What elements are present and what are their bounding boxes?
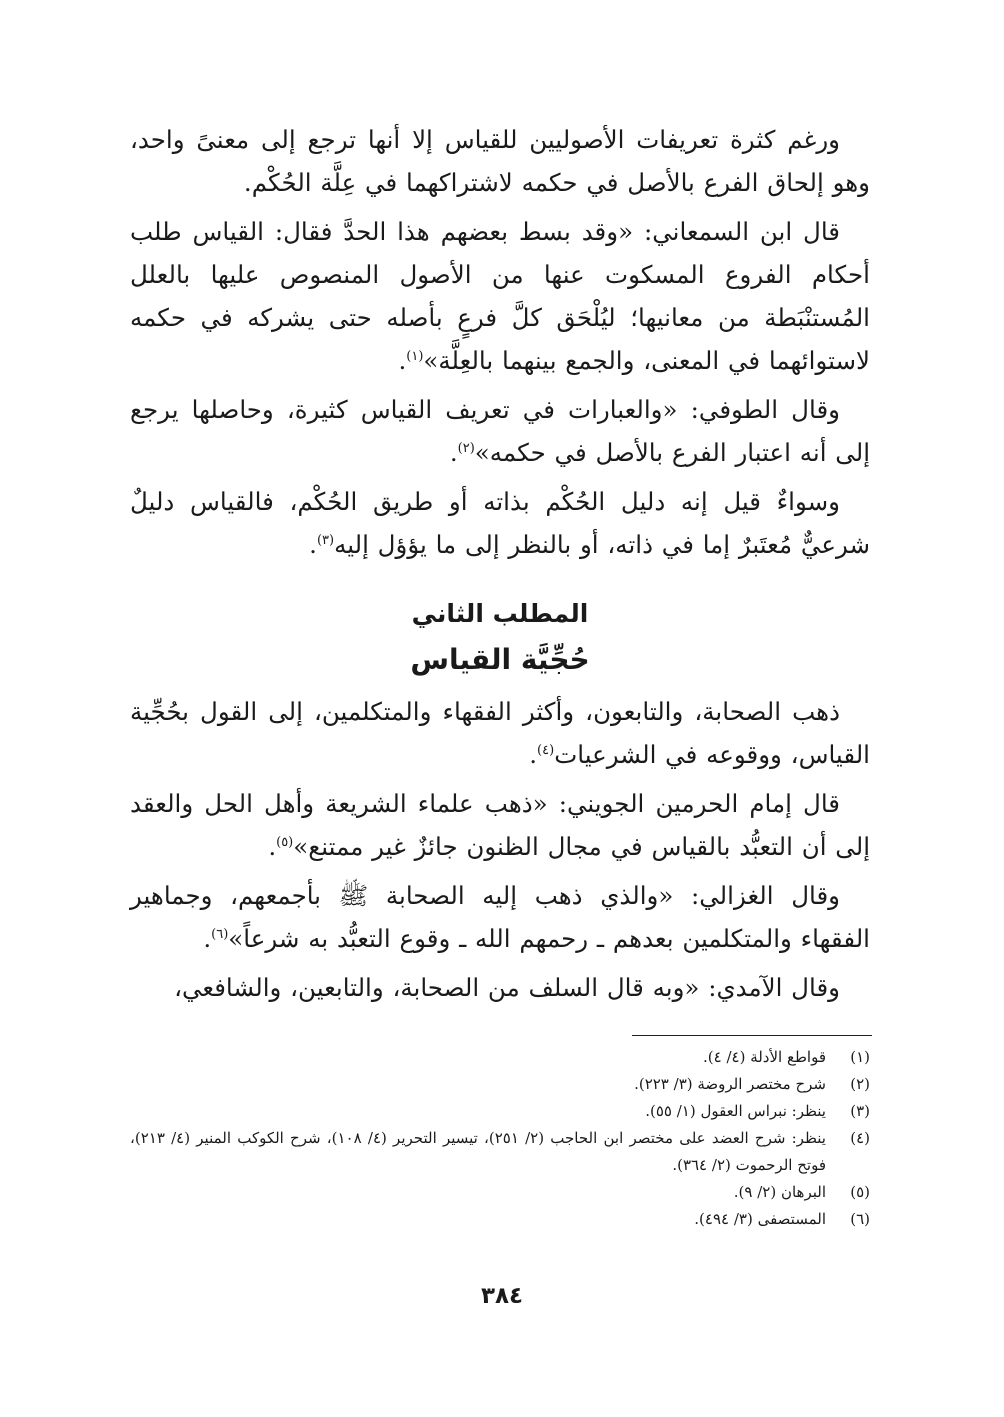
page-number: ٣٨٤ xyxy=(480,1283,524,1309)
paragraph: وقال الآمدي: «وبه قال السلف من الصحابة، والتابعين، والشافعي، xyxy=(174,973,840,1002)
footnote-item xyxy=(130,1125,870,1179)
footnote-number: (٤) xyxy=(850,1129,870,1147)
section-title: حُجِّيَّة القياس xyxy=(410,643,590,676)
footnote-marker[interactable]: (٢) xyxy=(457,440,475,456)
footnote-item xyxy=(130,1044,870,1071)
paragraph: ورغم كثرة تعريفات الأصوليين للقياس إلا أنها ترجع إلى معنىً واحد، وهو إلحاق الفرع بالأصل في حكمه لاشتراكهما في عِلَّة الحُكْم. xyxy=(130,125,870,197)
footnote-marker[interactable]: (٤) xyxy=(537,742,555,758)
footnote-marker[interactable]: (٥) xyxy=(276,834,294,850)
paragraph: وسواءٌ قيل إنه دليل الحُكْم بذاته أو طريق الحُكْم، فالقياس دليلٌ شرعيٌّ مُعتَبرٌ إما في ذاته، أو بالنظر إلى ما يؤؤل إليه$^{(٣)}$. xyxy=(130,487,870,559)
paragraph: وقال الطوفي: «والعبارات في تعريف القياس كثيرة، وحاصلها يرجع إلى أنه اعتبار الفرع بالأصل في حكمه»$^{(٢)}$. xyxy=(130,395,870,467)
page-body xyxy=(130,118,870,1015)
footnote-number: (٥) xyxy=(850,1183,870,1201)
paragraph: قال ابن السمعاني: «وقد بسط بعضهم هذا الحدَّ فقال: القياس طلب أحكام الفروع المسكوت عنها من الأصول المنصوص عليها بالعلل المُستنْبَطة من معانيها؛ ليُلْحَق كلَّ فرعٍ بأصله حتى يشركه في حكمه لاستوائهما في المعنى، والجمع بينهما بالعِلَّة»$^{(١)}$. xyxy=(130,217,870,375)
footnote-text: شرح مختصر الروضة (٣/ ٢٢٣). xyxy=(634,1075,826,1093)
footnote-text: قواطع الأدلة (٤/ ٤). xyxy=(703,1048,826,1066)
footnote-text: المستصفى (٣/ ٤٩٤). xyxy=(694,1210,826,1228)
footnote-text: ينظر: نبراس العقول (١/ ٥٥). xyxy=(645,1102,826,1120)
footnote-divider xyxy=(632,1035,872,1036)
section-heading: المطلب الثاني xyxy=(411,599,589,628)
footnote-text: البرهان (٢/ ٩). xyxy=(733,1183,826,1201)
footnote-number: (٢) xyxy=(850,1075,870,1093)
footnote-item xyxy=(130,1098,870,1125)
footnote-number: (١) xyxy=(850,1048,870,1066)
footnote-marker[interactable]: (٦) xyxy=(211,926,229,942)
footnotes-list xyxy=(130,1044,870,1233)
paragraph: ذهب الصحابة، والتابعون، وأكثر الفقهاء والمتكلمين، إلى القول بحُجِّية القياس، ووقوعه في الشرعيات$^{(٤)}$. xyxy=(130,697,870,769)
footnote-number: (٣) xyxy=(850,1102,870,1120)
footnote-marker[interactable]: (٣) xyxy=(316,532,335,548)
footnote-item xyxy=(130,1206,870,1233)
footnote-text: ينظر: شرح العضد على مختصر ابن الحاجب (٢/ ٢٥١)، تيسير التحرير (٤/ ١٠٨)، شرح الكوكب المنير (٤/ ٢١٣)، فوتح الرحموت (٢/ ٣٦٤). xyxy=(130,1129,826,1174)
paragraph: قال إمام الحرمين الجويني: «ذهب علماء الشريعة وأهل الحل والعقد إلى أن التعبُّد بالقياس في مجال الظنون جائزٌ غير ممتنع»$^{(٥)}$. xyxy=(130,789,870,861)
footnote-item xyxy=(130,1179,870,1206)
paragraph: وقال الغزالي: «والذي ذهب إليه الصحابة ﷺ بأجمعهم، وجماهير الفقهاء والمتكلمين بعدهم ـ رحمهم الله ـ وقوع التعبُّد به شرعاً»$^{(٦)}$. xyxy=(130,881,870,953)
footnote-marker[interactable]: (١) xyxy=(406,348,424,364)
footnote-number: (٦) xyxy=(850,1210,870,1228)
footnote-item xyxy=(130,1071,870,1098)
